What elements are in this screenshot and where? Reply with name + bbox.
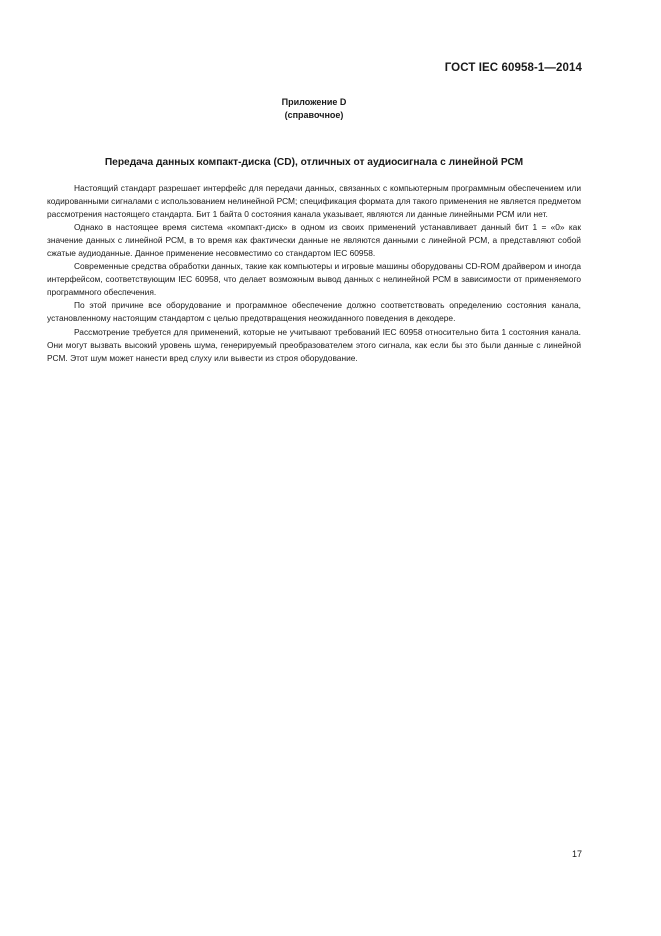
standard-code: ГОСТ IEC 60958-1—2014 <box>444 62 582 74</box>
paragraph: Рассмотрение требуется для применений, которые не учитывают требований IEC 60958 относительно бита 1 состояния канала. Они могут вызвать высокий уровень шума, генерируемый преобразователем этого сигнала, как если бы это были данные с линейной РСМ. Этот шум может нанести вред слуху или вывести из строя оборудование. <box>47 326 581 363</box>
paragraph: Современные средства обработки данных, такие как компьютеры и игровые машины оборудованы CD-ROM драйвером и иногда интерфейсом, соответствующим IEC 60958, что делает возможным вывод данных с нелинейной РСМ в зависимости от применяемого программного обеспечения. <box>47 261 581 298</box>
annex-type: (справочное) <box>284 110 344 120</box>
section-title: Передача данных компакт-диска (CD), отличных от аудиосигнала с линейной РСМ <box>104 157 524 168</box>
paragraph: Однако в настоящее время система «компакт-диск» в одном из своих применений устанавливает данный бит 1 = «0» как значение данных с линейной РСМ, в то время как фактически данные не являются данными с линейной РСМ, а представляют собой сжатые аудиоданные. Данное применение несовместимо со стандартом IEC 60958. <box>47 222 581 259</box>
paragraph: По этой причине все оборудование и программное обеспечение должно соответствовать определению состояния канала, установленному настоящим стандартом с целью предотвращения неожиданного поведения в декодере. <box>47 300 581 324</box>
paragraph: Настоящий стандарт разрешает интерфейс для передачи данных, связанных с компьютерным программным обеспечением или кодированными сигналами с использованием нелинейной РСМ; спецификация формата для такого применения не является предметом рассмотрения настоящего стандарта. Бит 1 байта 0 состояния канала указывает, являются ли данные линейными РСМ или нет. <box>47 183 581 220</box>
page-number: 17 <box>571 849 582 859</box>
body-text <box>47 182 581 365</box>
annex-label: Приложение D <box>281 97 347 107</box>
annex-heading <box>0 96 628 122</box>
